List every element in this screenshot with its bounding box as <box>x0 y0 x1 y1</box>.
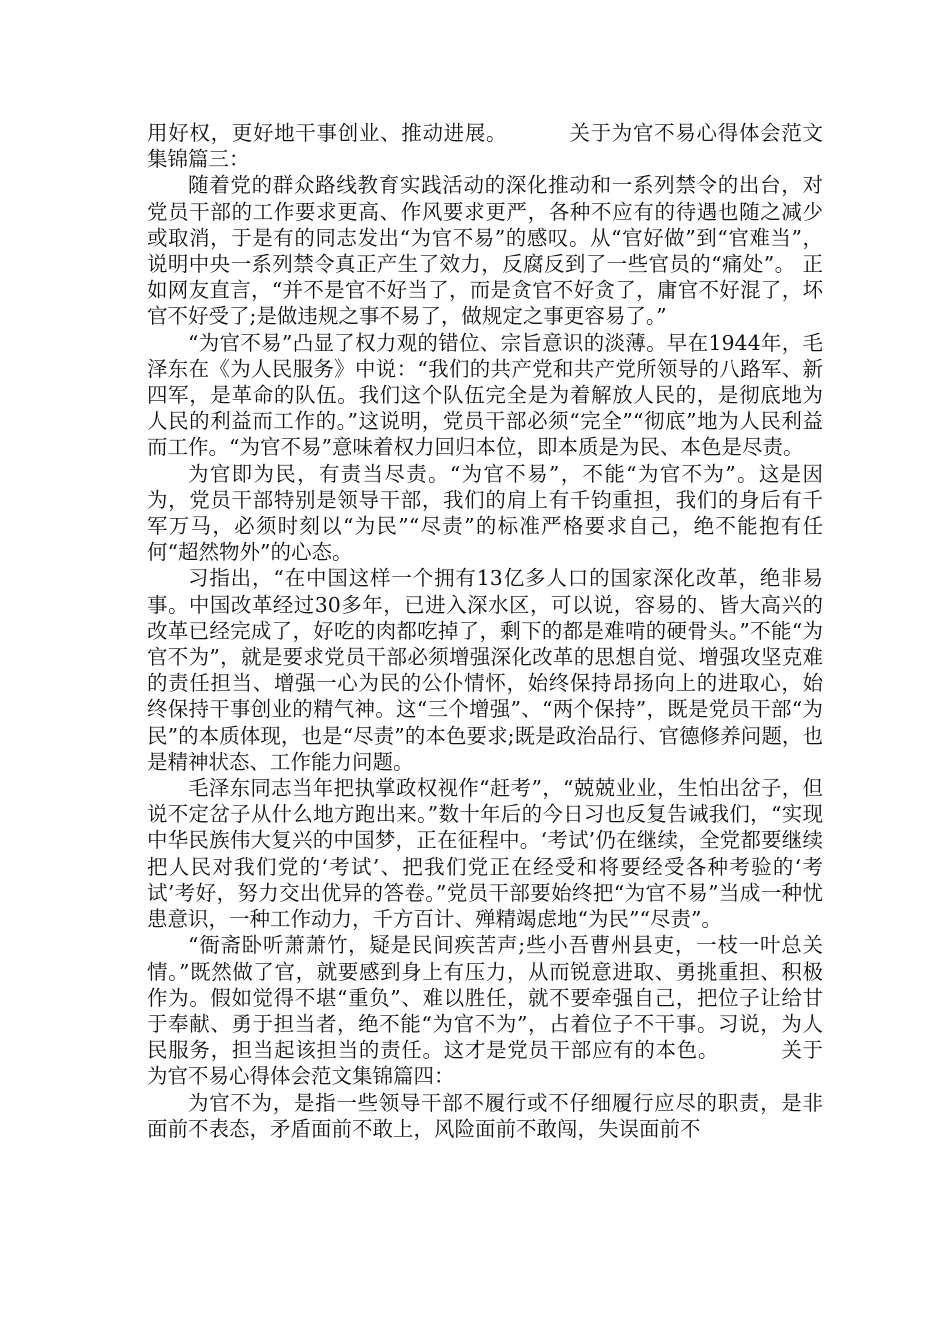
paragraph-7 <box>147 1090 823 1142</box>
paragraph-1 <box>147 172 823 329</box>
paragraph-text: 随着党的群众路线教育实践活动的深化推动和一系列禁令的出台，对党员干部的工作要求更高、作风要求更严，各种不应有的待遇也随之减少或取消，于是有的同志发出“为官不易”的感叹。从“官好做”到“官难当”，说明中央一系列禁令真正产生了效力，反腐反到了一些官员的“痛处”。 正如网友直言，“并不是官不好当了，而是贪官不好贪了，庸官不好混了，坏官不好受了;是做违规之事不易了，做规定之事更容易了。” <box>147 173 823 329</box>
paragraph-0 <box>147 120 823 172</box>
section-heading-4: 关于为官不易心得体会范文集锦篇四： <box>147 1038 824 1089</box>
section-heading-3: 关于为官不易心得体会范文集锦篇三： <box>147 121 824 172</box>
paragraph-4 <box>147 565 823 775</box>
paragraph-5 <box>147 775 823 932</box>
paragraph-6 <box>147 932 823 1089</box>
paragraph-text: “为官不易”凸显了权力观的错位、宗旨意识的淡薄。早在1944年，毛泽东在《为人民服务》中说：“我们的共产党和共产党所领导的八路军、新四军，是革命的队伍。我们这个队伍完全是为着解放人民的，是彻底地为人民的利益而工作的。”这说明，党员干部必须“完全”“彻底”地为人民利益而工作。“为官不易”意味着权力回归本位，即本质是为民、本色是尽责。 <box>147 330 823 460</box>
paragraph-text: 为官不为，是指一些领导干部不履行或不仔细履行应尽的职责，是非面前不表态，矛盾面前不敢上，风险面前不敢闯，失误面前不 <box>147 1090 823 1141</box>
paragraph-3 <box>147 461 823 566</box>
paragraph-text: 为官即为民，有责当尽责。“为官不易”，不能“为官不为”。这是因为，党员干部特别是领导干部，我们的肩上有千钧重担，我们的身后有千军万马，必须时刻以“为民”“尽责”的标准严格要求自己，绝不能抱有任何“超然物外”的心态。 <box>147 461 823 565</box>
paragraph-text: 毛泽东同志当年把执掌政权视作“赶考”，“兢兢业业，生怕出岔子，但说不定岔子从什么地方跑出来。”数十年后的今日习也反复告诫我们，“实现中华民族伟大复兴的中国梦，正在征程中。‘考试’仍在继续，全党都要继续把人民对我们党的‘考试’、把我们党正在经受和将要经受各种考验的‘考试’考好，努力交出优异的答卷。”党员干部要始终把“为官不易”当成一种忧患意识，一种工作动力，千方百计、殚精竭虑地“为民”“尽责”。 <box>147 776 823 932</box>
paragraph-text: 用好权，更好地干事创业、推动进展。 <box>147 121 508 145</box>
paragraph-text: 习指出，“在中国这样一个拥有13亿多人口的国家深化改革，绝非易事。中国改革经过30多年，已进入深水区，可以说，容易的、皆大高兴的改革已经完成了，好吃的肉都吃掉了，剩下的都是难啃的硬骨头。”不能“为官不为”，就是要求党员干部必须增强深化改革的思想自觉、增强攻坚克难的责任担当、增强一心为民的公仆情怀，始终保持昂扬向上的进取心，始终保持干事创业的精气神。这“三个增强”、“两个保持”，既是党员干部“为民”的本质体现，也是“尽责”的本色要求;既是政治品行、官德修养问题，也是精神状态、工作能力问题。 <box>147 566 823 774</box>
paragraph-text: “衙斋卧听萧萧竹，疑是民间疾苦声;些小吾曹州县吏，一枝一叶总关情。”既然做了官，就要感到身上有压力，从而锐意进取、勇挑重担、积极作为。假如觉得不堪“重负”、难以胜任，就不要牵强自己，把位子让给甘于奉献、勇于担当者，绝不能“为官不为”，占着位子不干事。习说，为人民服务，担当起该担当的责任。这才是党员干部应有的本色。 <box>147 933 823 1063</box>
document-page <box>147 120 823 1142</box>
paragraph-2 <box>147 330 823 461</box>
